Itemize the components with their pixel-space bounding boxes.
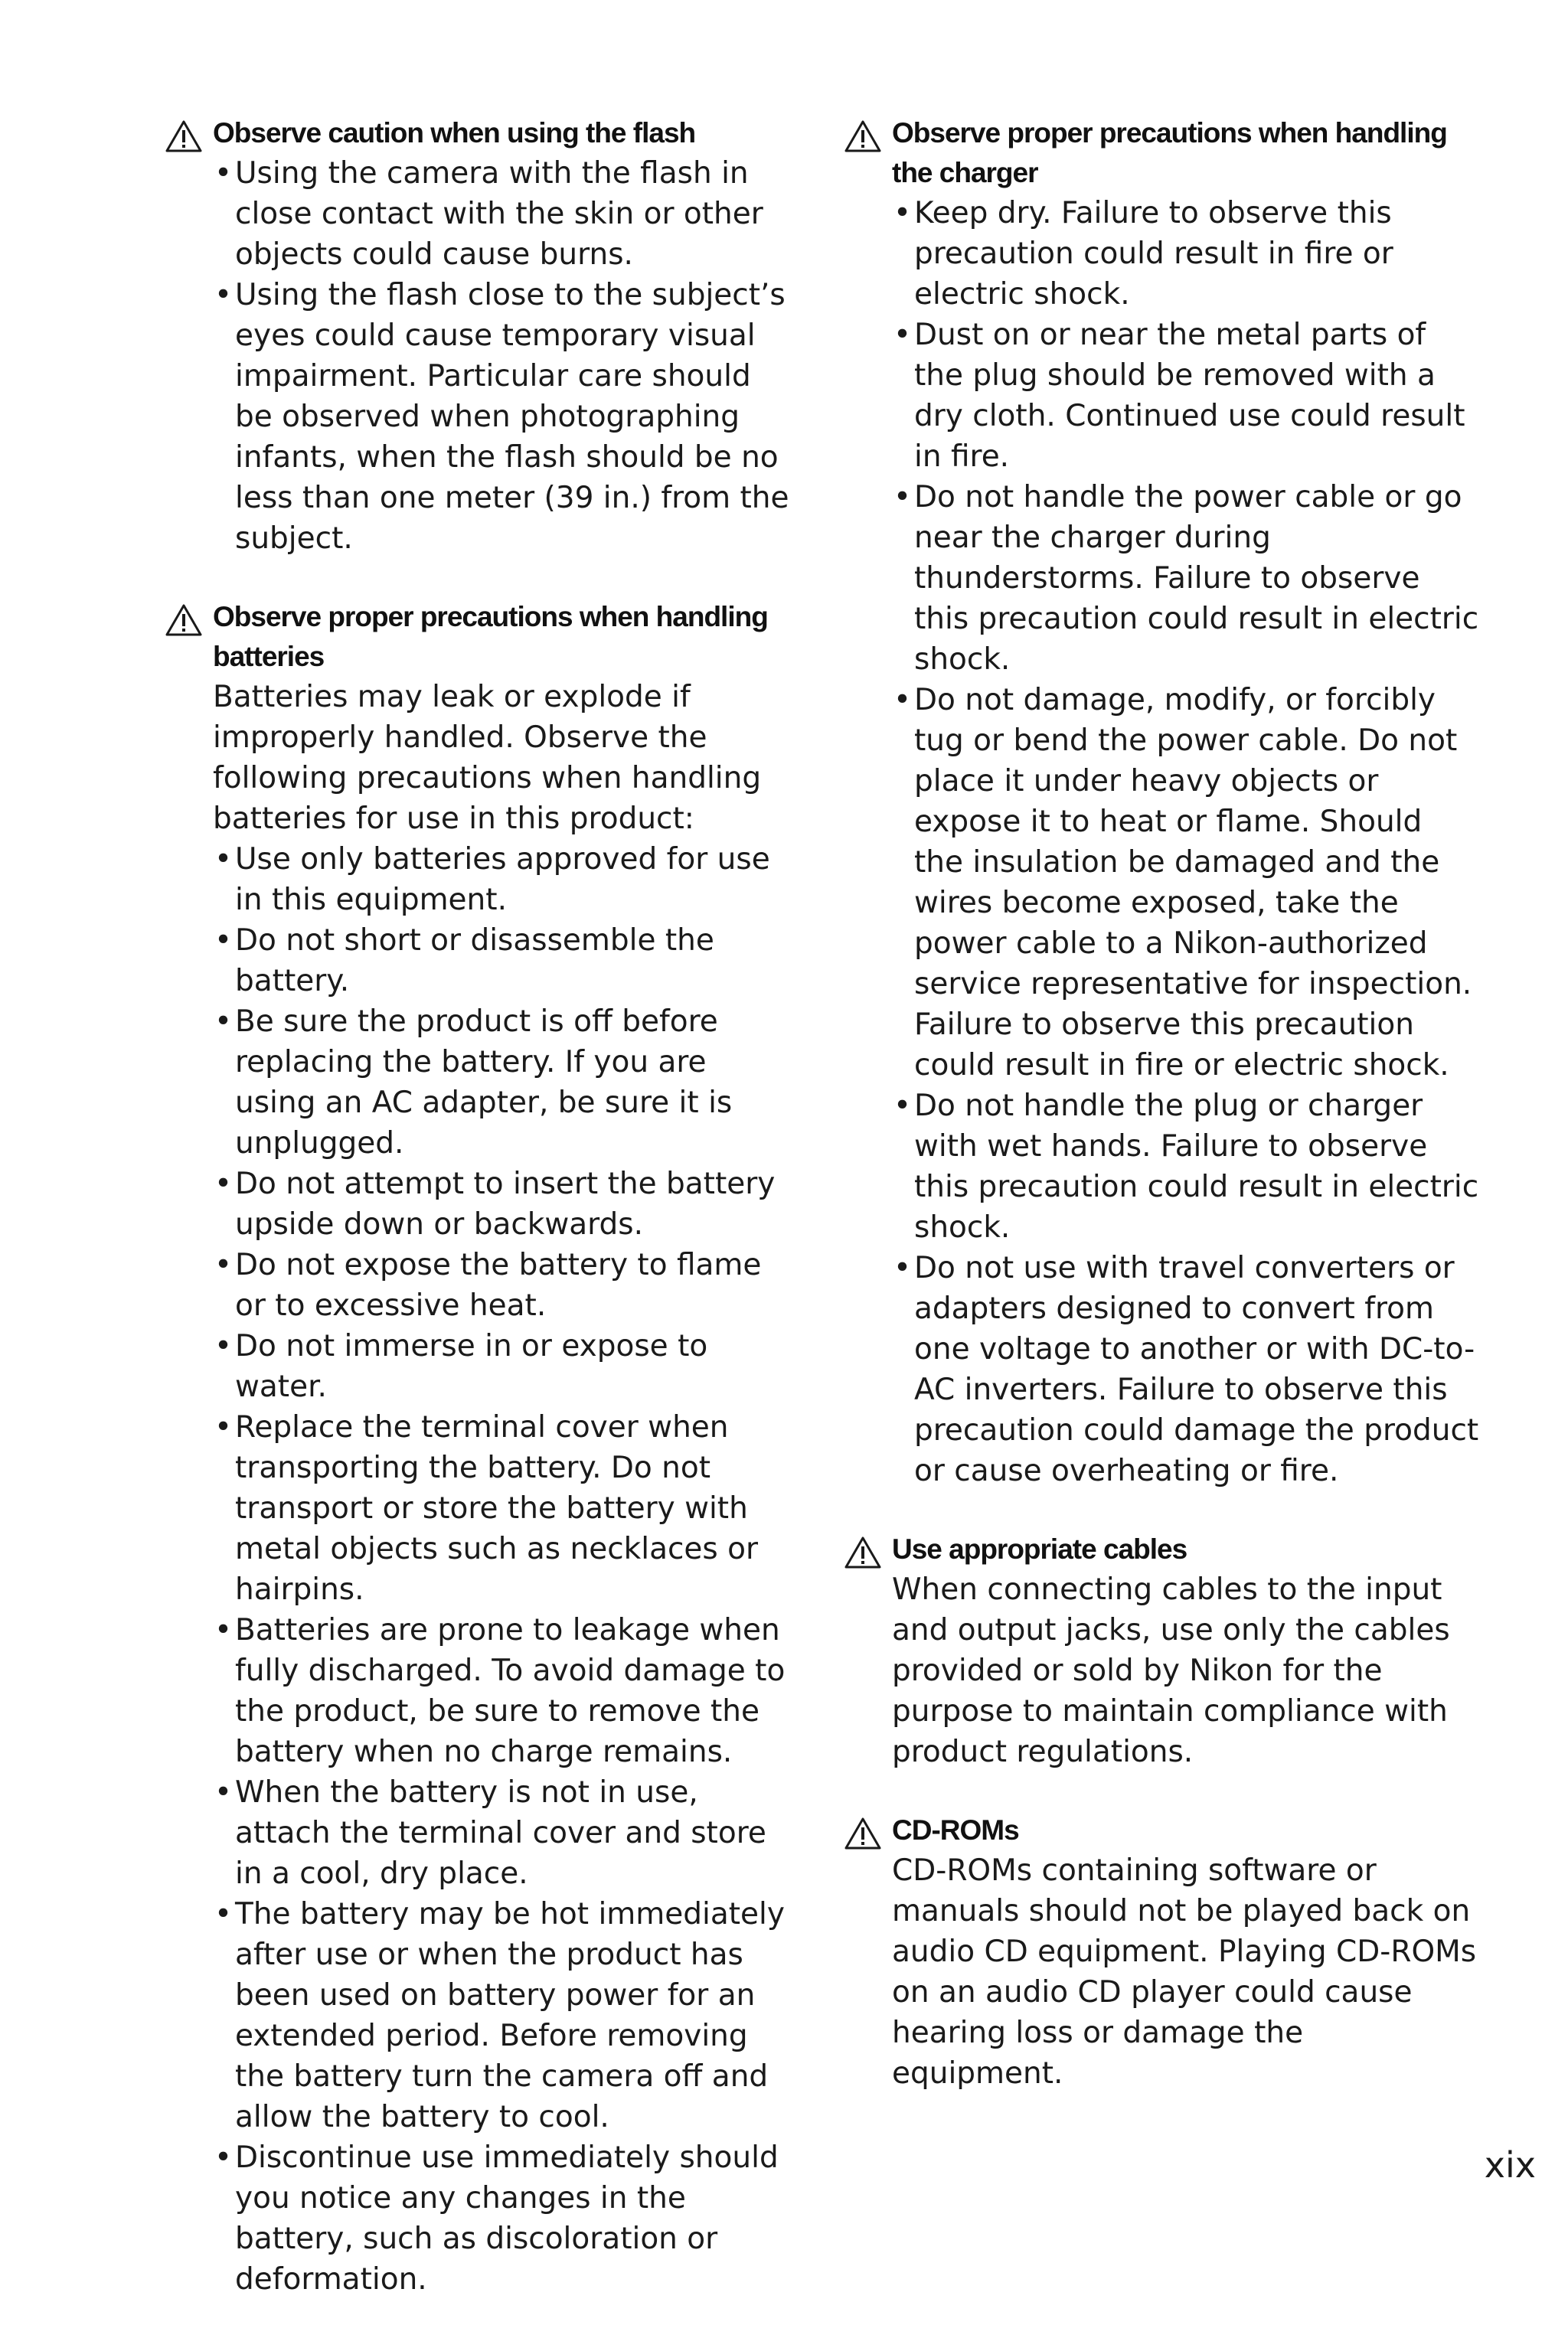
section-heading [157,597,792,677]
list-item-text: Using the flash close to the subject’s eyes could cause temporary visual impairment. Particular care should be observed when photographing infants, when the flash should be no less than one meter (39 in.) from the subject. [235,278,789,556]
bullet-list [157,153,792,559]
section-heading-text: Use appropriate cables [892,1533,1187,1565]
list-item-text: Discontinue use immediately should you notice any changes in the battery, such as discoloration or deformation. [235,2140,779,2297]
section-body: CD-ROMs containing software or manuals should not be played back on audio CD equipment. Playing CD-ROMs on an audio CD player could cause hearing loss or damage the equipment. [892,1853,1477,2091]
bullet-icon: • [893,1251,912,1285]
list-item [213,1407,792,1610]
bullet-list [836,193,1479,1491]
list-item-text: Do not damage, modify, or forcibly tug or bend the power cable. Do not place it under heavy objects or expose it to heat or flame. Should the insulation be damaged and the wires become exposed, take the power cable to a Nikon-authorized service representative for inspection. Failure to observe this precaution could result in fire or electric shock. [914,683,1472,1082]
section-charger-precautions [836,113,1479,1491]
section-heading [157,113,792,153]
section-heading-text: Observe proper precautions when handling batteries [213,601,768,672]
bullet-icon: • [214,278,233,312]
section-heading [836,113,1479,193]
right-column [836,113,1479,2132]
list-item [213,2137,792,2300]
list-item-text: Dust on or near the metal parts of the plug should be removed with a dry cloth. Continued use could result in fire. [914,318,1465,474]
section-appropriate-cables [836,1530,1479,1772]
list-item-text: Using the camera with the flash in close contact with the skin or other objects could cause burns. [235,156,763,272]
section-cd-roms [836,1811,1479,2094]
bullet-icon: • [893,683,912,717]
section-battery-precautions [157,597,792,2300]
list-item-text: Do not handle the power cable or go near the charger during thunderstorms. Failure to observe this precaution could result in electric shock. [914,480,1479,677]
list-item [213,839,792,920]
bullet-icon: • [214,1248,233,1282]
list-item [213,1245,792,1326]
list-item [213,1164,792,1245]
list-item [213,920,792,1001]
bullet-icon: • [214,1004,233,1039]
bullet-icon: • [214,1897,233,1931]
list-item-text: Do not immerse in or expose to water. [235,1329,708,1404]
list-item [892,680,1479,1086]
list-item [892,193,1479,315]
bullet-icon: • [893,318,912,352]
list-item [892,477,1479,680]
list-item [213,1772,792,1894]
warning-triangle-icon [165,119,203,153]
warning-triangle-icon [844,1817,882,1850]
list-item-text: Keep dry. Failure to observe this precaution could result in fire or electric shock. [914,196,1393,312]
section-heading [836,1811,1479,1850]
list-item-text: Do not short or disassemble the battery. [235,923,714,998]
list-item [213,153,792,275]
section-intro: Batteries may leak or explode if improperly handled. Observe the following precautions when handling batteries for use in this product: [213,680,762,836]
list-item [213,1610,792,1772]
bullet-icon: • [214,842,233,877]
section-heading-text: Observe caution when using the flash [213,117,696,149]
list-item-text: Use only batteries approved for use in this equipment. [235,842,770,917]
list-item-text: Replace the terminal cover when transporting the battery. Do not transport or store the battery with metal objects such as necklaces or hairpins. [235,1410,759,1607]
list-item [213,1001,792,1164]
section-body: When connecting cables to the input and output jacks, use only the cables provided or sold by Nikon for the purpose to maintain compliance with product regulations. [892,1572,1450,1769]
list-item [213,1326,792,1407]
bullet-icon: • [214,1410,233,1445]
left-column [157,113,792,2338]
warning-triangle-icon [844,119,882,153]
list-item [213,1894,792,2137]
list-item [892,315,1479,477]
list-item [213,275,792,559]
warning-triangle-icon [165,603,203,637]
bullet-icon: • [214,1329,233,1363]
bullet-list [157,839,792,2300]
bullet-icon: • [214,1613,233,1647]
list-item-text: Be sure the product is off before replacing the battery. If you are using an AC adapter, be sure it is unplugged. [235,1004,733,1161]
list-item-text: Do not attempt to insert the battery upside down or backwards. [235,1167,776,1242]
warning-triangle-icon [844,1536,882,1569]
list-item [892,1086,1479,1248]
list-item-text: The battery may be hot immediately after use or when the product has been used on battery power for an extended period. Before removing the battery turn the camera off and allow the battery to cool. [235,1897,785,2134]
section-heading-text: CD-ROMs [892,1814,1019,1846]
bullet-icon: • [214,2140,233,2175]
list-item-text: When the battery is not in use, attach the terminal cover and store in a cool, dry place. [235,1775,766,1891]
list-item-text: Batteries are prone to leakage when fully discharged. To avoid damage to the product, be sure to remove the battery when no charge remains. [235,1613,786,1769]
bullet-icon: • [893,480,912,514]
bullet-icon: • [893,196,912,230]
section-heading-text: Observe proper precautions when handling the charger [892,117,1447,188]
bullet-icon: • [214,1775,233,1810]
list-item-text: Do not use with travel converters or adapters designed to convert from one voltage to another or with DC-to-AC inverters. Failure to observe this precaution could damage the product or cause overheating or fire. [914,1251,1479,1488]
bullet-icon: • [214,156,233,191]
list-item [892,1248,1479,1491]
section-flash-caution [157,113,792,559]
section-heading [836,1530,1479,1569]
bullet-icon: • [214,923,233,958]
page-number: xix [1484,2144,1536,2186]
list-item-text: Do not handle the plug or charger with wet hands. Failure to observe this precaution could result in electric shock. [914,1089,1479,1245]
bullet-icon: • [214,1167,233,1201]
list-item-text: Do not expose the battery to flame or to excessive heat. [235,1248,762,1323]
bullet-icon: • [893,1089,912,1123]
